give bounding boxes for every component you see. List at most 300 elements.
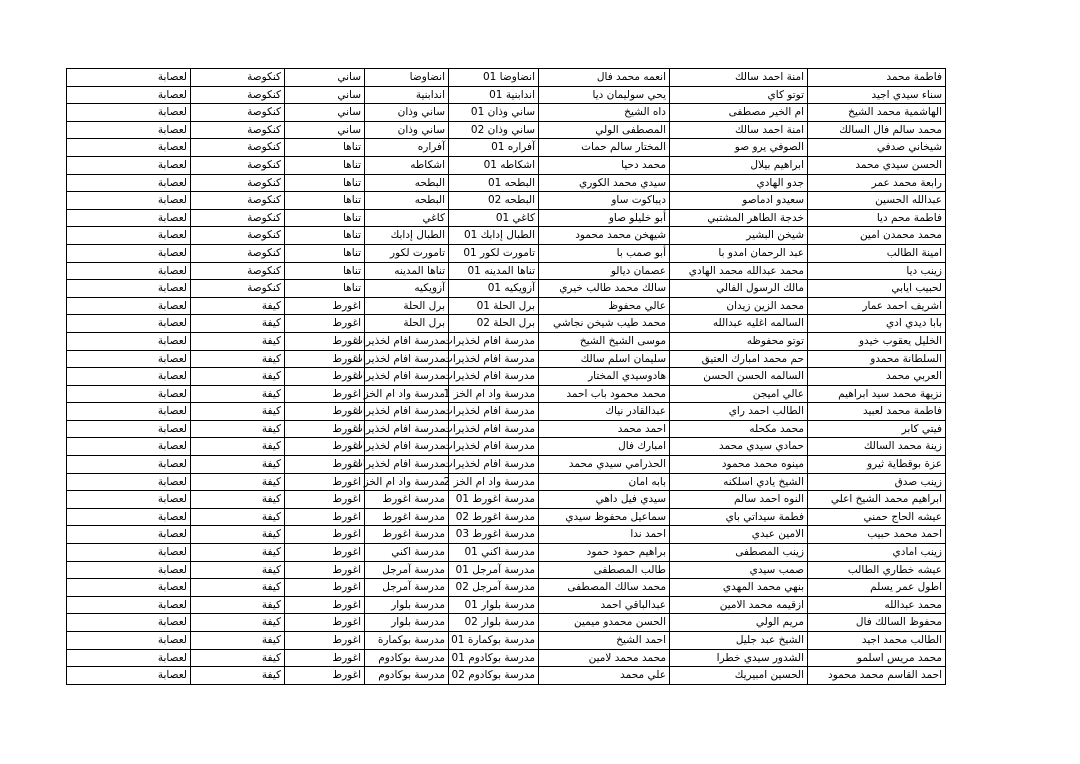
name-cell: عيشه خطاري الطالب [808, 561, 946, 579]
school-cell: الطبال إدابك [365, 227, 449, 245]
name-cell: سيدي محمد الكوري [539, 174, 670, 192]
school-cell: تناها المدينه [365, 262, 449, 280]
table-row [67, 579, 946, 597]
school-code-cell: مدرسة افام لخذيرات [449, 420, 539, 438]
school-code-cell: مدرسة بلوار 01 [449, 596, 539, 614]
name-cell: طالب المصطفى [539, 561, 670, 579]
school-code-cell: تامورت لكور 01 [449, 244, 539, 262]
school-code-cell: ساني وذان 02 [449, 121, 539, 139]
name-cell: الشيخ يادي اسلكنه [670, 473, 808, 491]
table-row [67, 69, 946, 87]
school-cell: مدرسة افام لخذيرات [365, 456, 449, 474]
school-cell: برل الحلة [365, 297, 449, 315]
wilaya-cell: لعصابة [67, 262, 191, 280]
table-row [67, 86, 946, 104]
moughataa-cell: كيفة [191, 403, 285, 421]
school-cell: مدرسة اغورط [365, 526, 449, 544]
name-cell: عبدالباقي احمد [539, 596, 670, 614]
name-cell: توتو محفوظه [670, 332, 808, 350]
moughataa-cell: كيفة [191, 667, 285, 685]
name-cell: اشريف احمد عمار [808, 297, 946, 315]
commune-cell: اغورط [285, 491, 365, 509]
commune-cell: ساني [285, 86, 365, 104]
school-code-cell: مدرسة افام لخذيرات [449, 350, 539, 368]
name-cell: العربي محمد [808, 368, 946, 386]
school-cell: مدرسة واد ام الخز [365, 473, 449, 491]
commune-cell: تناها [285, 262, 365, 280]
name-cell: فيتي كابر [808, 420, 946, 438]
name-cell: خدجة الطاهر المشتبي [670, 209, 808, 227]
wilaya-cell: لعصابة [67, 508, 191, 526]
school-code-cell: مدرسة اغورط 02 [449, 508, 539, 526]
table-row [67, 139, 946, 157]
name-cell: الشدور سيدي خطرا [670, 649, 808, 667]
name-cell: شيخاني صدفي [808, 139, 946, 157]
table-row [67, 649, 946, 667]
moughataa-cell: كيفة [191, 614, 285, 632]
commune-cell: تناها [285, 209, 365, 227]
commune-cell: اغورط [285, 420, 365, 438]
moughataa-cell: كنكوصة [191, 69, 285, 87]
moughataa-cell: كنكوصة [191, 280, 285, 298]
moughataa-cell: كنكوصة [191, 174, 285, 192]
school-cell: مدرسة آمرجل [365, 561, 449, 579]
school-code-cell: مدرسة افام لخذيرات [449, 456, 539, 474]
table-row [67, 350, 946, 368]
school-cell: مدرسة بوكادوم [365, 649, 449, 667]
name-cell: السالمه الحسن الحسن [670, 368, 808, 386]
name-cell: فطمة سيداتي باي [670, 508, 808, 526]
school-code-cell: كاغي 01 [449, 209, 539, 227]
table-row [67, 262, 946, 280]
school-cell: مدرسة افام لخذيرات [365, 350, 449, 368]
table-row [67, 420, 946, 438]
name-cell: سماعيل محفوظ سيدي [539, 508, 670, 526]
school-code-cell: مدرسة بوكادوم 01 [449, 649, 539, 667]
school-cell: انضاوضا [365, 69, 449, 87]
school-code-cell: اشكاطه 01 [449, 156, 539, 174]
commune-cell: اغورط [285, 508, 365, 526]
commune-cell: تناها [285, 280, 365, 298]
name-cell: محمد محمود باب احمد [539, 385, 670, 403]
table-row [67, 104, 946, 122]
moughataa-cell: كيفة [191, 526, 285, 544]
moughataa-cell: كيفة [191, 385, 285, 403]
school-code-cell: مدرسة اغورط 01 [449, 491, 539, 509]
school-code-cell: مدرسة اغورط 03 [449, 526, 539, 544]
name-cell: ابراهيم بيلال [670, 156, 808, 174]
name-cell: علي محمد [539, 667, 670, 685]
school-code-cell: اندابنية 01 [449, 86, 539, 104]
name-cell: لحبيب ايابي [808, 280, 946, 298]
commune-cell: اغورط [285, 456, 365, 474]
moughataa-cell: كيفة [191, 315, 285, 333]
school-cell: برل الحلة [365, 315, 449, 333]
table-row [67, 596, 946, 614]
name-cell: زينب صدق [808, 473, 946, 491]
name-cell: احمد ندا [539, 526, 670, 544]
wilaya-cell: لعصابة [67, 139, 191, 157]
moughataa-cell: كيفة [191, 632, 285, 650]
name-cell: الامين عبدي [670, 526, 808, 544]
table-row [67, 614, 946, 632]
name-cell: محمد عبدالله محمد الهادي [670, 262, 808, 280]
moughataa-cell: كيفة [191, 508, 285, 526]
name-cell: جدو الهادي [670, 174, 808, 192]
wilaya-cell: لعصابة [67, 156, 191, 174]
name-cell: ديباكوت ساو [539, 192, 670, 210]
name-cell: محمد الزين زيدان [670, 297, 808, 315]
name-cell: صمب سيدي [670, 561, 808, 579]
school-code-cell: مدرسة بوكمارة 01 [449, 632, 539, 650]
school-cell: اشكاطه [365, 156, 449, 174]
moughataa-cell: كيفة [191, 596, 285, 614]
name-cell: هادوسيدي المختار [539, 368, 670, 386]
name-cell: الخليل يعقوب خيدو [808, 332, 946, 350]
name-cell: مينوه محمد محمود [670, 456, 808, 474]
name-cell: الهاشمية محمد الشيخ [808, 104, 946, 122]
wilaya-cell: لعصابة [67, 297, 191, 315]
school-code-cell: مدرسة واد ام الخز 1 [449, 385, 539, 403]
name-cell: سعيدو ادماصو [670, 192, 808, 210]
name-cell: يحي سوليمان ديا [539, 86, 670, 104]
school-code-cell: مدرسة افام لخذيرات [449, 403, 539, 421]
school-cell: آزويكيه [365, 280, 449, 298]
commune-cell: اغورط [285, 350, 365, 368]
name-cell: عبدالقادر نياك [539, 403, 670, 421]
name-cell: محمد مكحله [670, 420, 808, 438]
table-row [67, 544, 946, 562]
name-cell: محمد طيب شيخن نجاشي [539, 315, 670, 333]
name-cell: حمادي سيدي محمد [670, 438, 808, 456]
name-cell: ازقيمه محمد الامين [670, 596, 808, 614]
wilaya-cell: لعصابة [67, 104, 191, 122]
school-cell: مدرسة افام لخذيرات [365, 420, 449, 438]
wilaya-cell: لعصابة [67, 174, 191, 192]
commune-cell: اغورط [285, 332, 365, 350]
moughataa-cell: كيفة [191, 544, 285, 562]
table-row [67, 121, 946, 139]
name-cell: اطول عمر يسلم [808, 579, 946, 597]
school-cell: مدرسة افام لخذيرات [365, 438, 449, 456]
commune-cell: تناها [285, 227, 365, 245]
name-cell: السالمه اغليه عبدالله [670, 315, 808, 333]
commune-cell: اغورط [285, 385, 365, 403]
name-cell: محمد مريس اسلمو [808, 649, 946, 667]
moughataa-cell: كنكوصة [191, 104, 285, 122]
table-row [67, 280, 946, 298]
name-cell: بابا ديدي ادي [808, 315, 946, 333]
name-cell: امنة احمد سالك [670, 121, 808, 139]
wilaya-cell: لعصابة [67, 649, 191, 667]
school-cell: اندابنية [365, 86, 449, 104]
name-cell: المختار سالم حمات [539, 139, 670, 157]
wilaya-cell: لعصابة [67, 473, 191, 491]
wilaya-cell: لعصابة [67, 491, 191, 509]
commune-cell: اغورط [285, 667, 365, 685]
school-code-cell: مدرسة بوكادوم 02 [449, 667, 539, 685]
table-row [67, 473, 946, 491]
school-code-cell: آزويكيه 01 [449, 280, 539, 298]
commune-cell: اغورط [285, 526, 365, 544]
commune-cell: ساني [285, 69, 365, 87]
name-cell: شيهخن محمد محمود [539, 227, 670, 245]
roster-body [67, 69, 946, 685]
name-cell: زينب المصطفى [670, 544, 808, 562]
name-cell: انعمه محمد فال [539, 69, 670, 87]
name-cell: سليمان اسلم سالك [539, 350, 670, 368]
school-cell: تامورت لكور [365, 244, 449, 262]
name-cell: بابه امان [539, 473, 670, 491]
roster-table [66, 68, 946, 685]
name-cell: ابراهيم محمد الشيخ اعلي [808, 491, 946, 509]
name-cell: احمد محمد [539, 420, 670, 438]
table-row [67, 174, 946, 192]
table-row [67, 332, 946, 350]
name-cell: امينة الطالب [808, 244, 946, 262]
name-cell: براهيم حمود حمود [539, 544, 670, 562]
name-cell: النوه احمد سالم [670, 491, 808, 509]
commune-cell: تناها [285, 156, 365, 174]
name-cell: شيخن البشير [670, 227, 808, 245]
wilaya-cell: لعصابة [67, 579, 191, 597]
name-cell: الصوفي يرو صو [670, 139, 808, 157]
name-cell: محمد محمد لامين [539, 649, 670, 667]
name-cell: سناء سيدي اجيد [808, 86, 946, 104]
wilaya-cell: لعصابة [67, 403, 191, 421]
moughataa-cell: كنكوصة [191, 262, 285, 280]
school-cell: مدرسة بلوار [365, 614, 449, 632]
commune-cell: اغورط [285, 544, 365, 562]
school-cell: ساني وذان [365, 121, 449, 139]
school-code-cell: مدرسة اكني 01 [449, 544, 539, 562]
table-row [67, 403, 946, 421]
name-cell: فاطمة محمد لعبيد [808, 403, 946, 421]
school-code-cell: مدرسة آمرجل 02 [449, 579, 539, 597]
name-cell: محمد دحيا [539, 156, 670, 174]
commune-cell: اغورط [285, 403, 365, 421]
table-row [67, 297, 946, 315]
name-cell: الحذرامي سيدي محمد [539, 456, 670, 474]
wilaya-cell: لعصابة [67, 667, 191, 685]
wilaya-cell: لعصابة [67, 315, 191, 333]
name-cell: محفوظ السالك فال [808, 614, 946, 632]
moughataa-cell: كنكوصة [191, 86, 285, 104]
school-cell: مدرسة افام لخذيرات [365, 403, 449, 421]
school-cell: مدرسة اغورط [365, 508, 449, 526]
table-row [67, 315, 946, 333]
wilaya-cell: لعصابة [67, 350, 191, 368]
name-cell: مالك الرسول الفالي [670, 280, 808, 298]
school-code-cell: مدرسة افام لخذيرات [449, 332, 539, 350]
moughataa-cell: كيفة [191, 438, 285, 456]
commune-cell: اغورط [285, 561, 365, 579]
school-cell: آفراره [365, 139, 449, 157]
name-cell: حم محمد امبارك العتيق [670, 350, 808, 368]
commune-cell: اغورط [285, 315, 365, 333]
moughataa-cell: كيفة [191, 456, 285, 474]
school-code-cell: برل الحلة 02 [449, 315, 539, 333]
wilaya-cell: لعصابة [67, 544, 191, 562]
wilaya-cell: لعصابة [67, 244, 191, 262]
wilaya-cell: لعصابة [67, 227, 191, 245]
commune-cell: اغورط [285, 297, 365, 315]
school-cell: ساني وذان [365, 104, 449, 122]
wilaya-cell: لعصابة [67, 86, 191, 104]
moughataa-cell: كنكوصة [191, 227, 285, 245]
moughataa-cell: كيفة [191, 561, 285, 579]
name-cell: بنهي محمد المهدي [670, 579, 808, 597]
name-cell: الطالب احمد راي [670, 403, 808, 421]
moughataa-cell: كيفة [191, 491, 285, 509]
moughataa-cell: كنكوصة [191, 192, 285, 210]
moughataa-cell: كيفة [191, 473, 285, 491]
school-cell: مدرسة افام لخذيرات [365, 332, 449, 350]
wilaya-cell: لعصابة [67, 368, 191, 386]
table-row [67, 192, 946, 210]
wilaya-cell: لعصابة [67, 420, 191, 438]
commune-cell: اغورط [285, 649, 365, 667]
wilaya-cell: لعصابة [67, 614, 191, 632]
name-cell: داه الشيخ [539, 104, 670, 122]
name-cell: الطالب محمد اجيد [808, 632, 946, 650]
school-code-cell: مدرسة آمرجل 01 [449, 561, 539, 579]
school-code-cell: ساني وذان 01 [449, 104, 539, 122]
table-row [67, 368, 946, 386]
commune-cell: اغورط [285, 632, 365, 650]
school-code-cell: الطبال إدابك 01 [449, 227, 539, 245]
table-row [67, 508, 946, 526]
name-cell: عبد الرحمان امدو با [670, 244, 808, 262]
name-cell: سيدي فيل داهي [539, 491, 670, 509]
table-row [67, 156, 946, 174]
name-cell: مريم الولي [670, 614, 808, 632]
table-row [67, 438, 946, 456]
moughataa-cell: كنكوصة [191, 139, 285, 157]
name-cell: احمد محمد حبيب [808, 526, 946, 544]
name-cell: توتو كاي [670, 86, 808, 104]
table-row [67, 209, 946, 227]
wilaya-cell: لعصابة [67, 596, 191, 614]
wilaya-cell: لعصابة [67, 209, 191, 227]
name-cell: محمد سالم فال السالك [808, 121, 946, 139]
table-row [67, 227, 946, 245]
name-cell: فاطمة محمد [808, 69, 946, 87]
school-code-cell: مدرسة افام لخذيرات [449, 368, 539, 386]
wilaya-cell: لعصابة [67, 280, 191, 298]
table-row [67, 491, 946, 509]
name-cell: عزة بوقطاية ثيرو [808, 456, 946, 474]
school-code-cell: انضاوضا 01 [449, 69, 539, 87]
moughataa-cell: كيفة [191, 297, 285, 315]
school-code-cell: البطحه 02 [449, 192, 539, 210]
wilaya-cell: لعصابة [67, 438, 191, 456]
commune-cell: اغورط [285, 368, 365, 386]
moughataa-cell: كيفة [191, 649, 285, 667]
name-cell: موسى الشيخ الشيخ [539, 332, 670, 350]
moughataa-cell: كنكوصة [191, 209, 285, 227]
name-cell: عيشه الحاج حمني [808, 508, 946, 526]
wilaya-cell: لعصابة [67, 632, 191, 650]
name-cell: زينة محمد السالك [808, 438, 946, 456]
school-code-cell: مدرسة بلوار 02 [449, 614, 539, 632]
name-cell: الحسين امبيريك [670, 667, 808, 685]
wilaya-cell: لعصابة [67, 561, 191, 579]
name-cell: احمد القاسم محمد محمود [808, 667, 946, 685]
moughataa-cell: كنكوصة [191, 156, 285, 174]
moughataa-cell: كيفة [191, 368, 285, 386]
name-cell: السلطانة محمدو [808, 350, 946, 368]
school-cell: مدرسة بلوار [365, 596, 449, 614]
name-cell: أبو صمب با [539, 244, 670, 262]
table-row [67, 667, 946, 685]
moughataa-cell: كيفة [191, 332, 285, 350]
school-cell: مدرسة بوكمارة [365, 632, 449, 650]
school-code-cell: آفراره 01 [449, 139, 539, 157]
wilaya-cell: لعصابة [67, 456, 191, 474]
name-cell: عالي محفوظ [539, 297, 670, 315]
commune-cell: تناها [285, 244, 365, 262]
table-row [67, 526, 946, 544]
commune-cell: تناها [285, 139, 365, 157]
school-cell: مدرسة بوكادوم [365, 667, 449, 685]
commune-cell: اغورط [285, 596, 365, 614]
table-row [67, 456, 946, 474]
school-cell: مدرسة آمرجل [365, 579, 449, 597]
name-cell: نزيهة محمد سيد ابراهيم [808, 385, 946, 403]
name-cell: فاطمة محم ديا [808, 209, 946, 227]
wilaya-cell: لعصابة [67, 526, 191, 544]
moughataa-cell: كنكوصة [191, 121, 285, 139]
moughataa-cell: كنكوصة [191, 244, 285, 262]
name-cell: امنة احمد سالك [670, 69, 808, 87]
commune-cell: اغورط [285, 579, 365, 597]
wilaya-cell: لعصابة [67, 192, 191, 210]
name-cell: امبارك فال [539, 438, 670, 456]
commune-cell: تناها [285, 192, 365, 210]
moughataa-cell: كيفة [191, 350, 285, 368]
name-cell: عالي اميجن [670, 385, 808, 403]
school-code-cell: مدرسة واد ام الخز 2 [449, 473, 539, 491]
school-code-cell: تناها المدينه 01 [449, 262, 539, 280]
name-cell: زينب امادي [808, 544, 946, 562]
name-cell: الحسن سيدي محمد [808, 156, 946, 174]
school-cell: كاغي [365, 209, 449, 227]
name-cell: عبدالله الحسين [808, 192, 946, 210]
table-row [67, 561, 946, 579]
commune-cell: اغورط [285, 438, 365, 456]
table-row [67, 385, 946, 403]
moughataa-cell: كيفة [191, 579, 285, 597]
commune-cell: ساني [285, 121, 365, 139]
school-code-cell: البطحه 01 [449, 174, 539, 192]
commune-cell: اغورط [285, 473, 365, 491]
school-cell: البطحه [365, 174, 449, 192]
name-cell: محمد عبدالله [808, 596, 946, 614]
name-cell: سالك محمد طالب خيري [539, 280, 670, 298]
school-cell: مدرسة اغورط [365, 491, 449, 509]
school-cell: مدرسة واد ام الخز [365, 385, 449, 403]
name-cell: احمد الشيخ [539, 632, 670, 650]
name-cell: محمد محمدن امين [808, 227, 946, 245]
name-cell: الشيخ عبد جليل [670, 632, 808, 650]
name-cell: زينب ديا [808, 262, 946, 280]
name-cell: المصطفى الولي [539, 121, 670, 139]
school-cell: البطحه [365, 192, 449, 210]
name-cell: محمد سالك المصطفى [539, 579, 670, 597]
wilaya-cell: لعصابة [67, 332, 191, 350]
school-cell: مدرسة افام لخذيرات [365, 368, 449, 386]
